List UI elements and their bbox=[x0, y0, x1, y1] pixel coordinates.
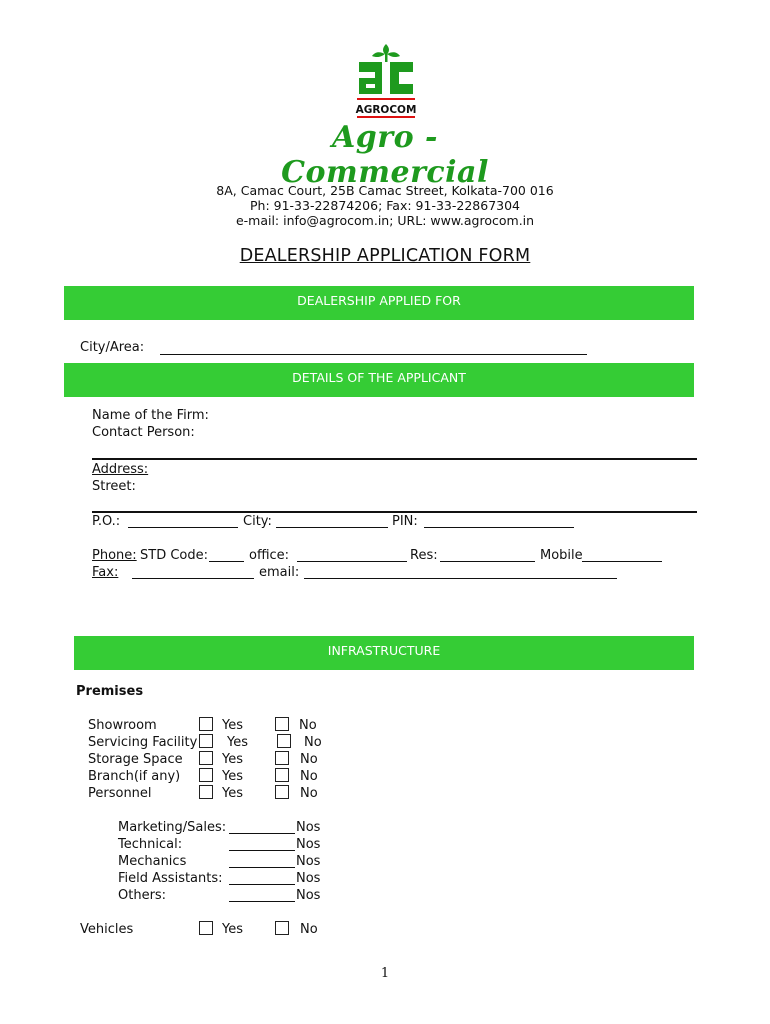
no-label: No bbox=[300, 786, 318, 801]
firm-name-label: Name of the Firm: bbox=[92, 408, 209, 423]
branch-yes-checkbox[interactable] bbox=[199, 768, 213, 782]
premises-item-storage: Storage Space bbox=[88, 752, 183, 767]
no-label: No bbox=[300, 752, 318, 767]
personnel-marketing-label: Marketing/Sales: bbox=[118, 820, 227, 835]
premises-item-servicing: Servicing Facility bbox=[88, 735, 198, 750]
email-label: email: bbox=[259, 565, 300, 580]
vehicles-no-checkbox[interactable] bbox=[275, 921, 289, 935]
yes-label: Yes bbox=[222, 752, 243, 767]
no-label: No bbox=[300, 769, 318, 784]
po-field[interactable] bbox=[128, 527, 238, 528]
nos-label: Nos bbox=[296, 871, 321, 886]
no-label: No bbox=[300, 922, 318, 937]
showroom-no-checkbox[interactable] bbox=[275, 717, 289, 731]
contact-field-line[interactable] bbox=[92, 458, 697, 460]
address-label: Address: bbox=[92, 462, 149, 477]
company-phone: Ph: 91-33-22874206; Fax: 91-33-22867304 bbox=[249, 198, 521, 213]
company-address: 8A, Camac Court, 25B Camac Street, Kolkata-700 016 bbox=[216, 183, 554, 198]
city-field[interactable] bbox=[276, 527, 388, 528]
po-label: P.O.: bbox=[92, 514, 121, 529]
pin-label: PIN: bbox=[392, 514, 418, 529]
personnel-field-assistants-label: Field Assistants: bbox=[118, 871, 223, 886]
servicing-no-checkbox[interactable] bbox=[277, 734, 291, 748]
res-phone-field[interactable] bbox=[440, 561, 535, 562]
office-phone-field[interactable] bbox=[297, 561, 407, 562]
mobile-label: Mobile bbox=[540, 548, 583, 563]
others-count-field[interactable] bbox=[229, 901, 295, 902]
field-assistants-count-field[interactable] bbox=[229, 884, 295, 885]
brand-name: Agro - Commercial bbox=[281, 120, 489, 190]
email-field[interactable] bbox=[304, 578, 617, 579]
company-email: e-mail: info@agrocom.in; URL: www.agrocom.in bbox=[235, 213, 535, 228]
nos-label: Nos bbox=[296, 820, 321, 835]
form-title: DEALERSHIP APPLICATION FORM bbox=[239, 246, 531, 266]
vehicles-label: Vehicles bbox=[80, 922, 134, 937]
section-infrastructure-header: INFRASTRUCTURE bbox=[74, 636, 694, 670]
storage-no-checkbox[interactable] bbox=[275, 751, 289, 765]
contact-person-label: Contact Person: bbox=[92, 425, 195, 440]
personnel-others-label: Others: bbox=[118, 888, 167, 903]
logo-wordmark: AGROCOM bbox=[355, 104, 417, 116]
servicing-yes-checkbox[interactable] bbox=[199, 734, 213, 748]
mobile-field[interactable] bbox=[582, 561, 662, 562]
city-area-label: City/Area: bbox=[80, 340, 145, 355]
agrocom-logo bbox=[355, 42, 417, 122]
storage-yes-checkbox[interactable] bbox=[199, 751, 213, 765]
premises-item-branch: Branch(if any) bbox=[88, 769, 181, 784]
vehicles-yes-checkbox[interactable] bbox=[199, 921, 213, 935]
showroom-yes-checkbox[interactable] bbox=[199, 717, 213, 731]
mechanics-count-field[interactable] bbox=[229, 867, 295, 868]
yes-label: Yes bbox=[222, 922, 243, 937]
section-dealership-header: DEALERSHIP APPLIED FOR bbox=[64, 286, 694, 320]
fax-label: Fax: bbox=[92, 565, 119, 580]
technical-count-field[interactable] bbox=[229, 850, 295, 851]
premises-label: Premises bbox=[76, 684, 144, 699]
street-label: Street: bbox=[92, 479, 136, 494]
phone-label: Phone: bbox=[92, 548, 137, 563]
fax-field[interactable] bbox=[132, 578, 254, 579]
no-label: No bbox=[299, 718, 317, 733]
personnel-technical-label: Technical: bbox=[118, 837, 183, 852]
nos-label: Nos bbox=[296, 854, 321, 869]
yes-label: Yes bbox=[222, 769, 243, 784]
section-applicant-header: DETAILS OF THE APPLICANT bbox=[64, 363, 694, 397]
pin-field[interactable] bbox=[424, 527, 574, 528]
street-field-line[interactable] bbox=[92, 511, 697, 513]
premises-item-showroom: Showroom bbox=[88, 718, 157, 733]
personnel-yes-checkbox[interactable] bbox=[199, 785, 213, 799]
yes-label: Yes bbox=[222, 786, 243, 801]
nos-label: Nos bbox=[296, 837, 321, 852]
page-number: 1 bbox=[380, 966, 390, 981]
nos-label: Nos bbox=[296, 888, 321, 903]
personnel-mechanics-label: Mechanics bbox=[118, 854, 187, 869]
personnel-no-checkbox[interactable] bbox=[275, 785, 289, 799]
marketing-count-field[interactable] bbox=[229, 833, 295, 834]
city-area-field[interactable] bbox=[160, 354, 587, 355]
branch-no-checkbox[interactable] bbox=[275, 768, 289, 782]
yes-label: Yes bbox=[227, 735, 248, 750]
std-code-label: STD Code: bbox=[140, 548, 208, 563]
no-label: No bbox=[304, 735, 322, 750]
res-label: Res: bbox=[410, 548, 438, 563]
std-code-field[interactable] bbox=[209, 561, 244, 562]
city-label: City: bbox=[243, 514, 272, 529]
yes-label: Yes bbox=[222, 718, 243, 733]
premises-item-personnel: Personnel bbox=[88, 786, 152, 801]
office-label: office: bbox=[249, 548, 290, 563]
